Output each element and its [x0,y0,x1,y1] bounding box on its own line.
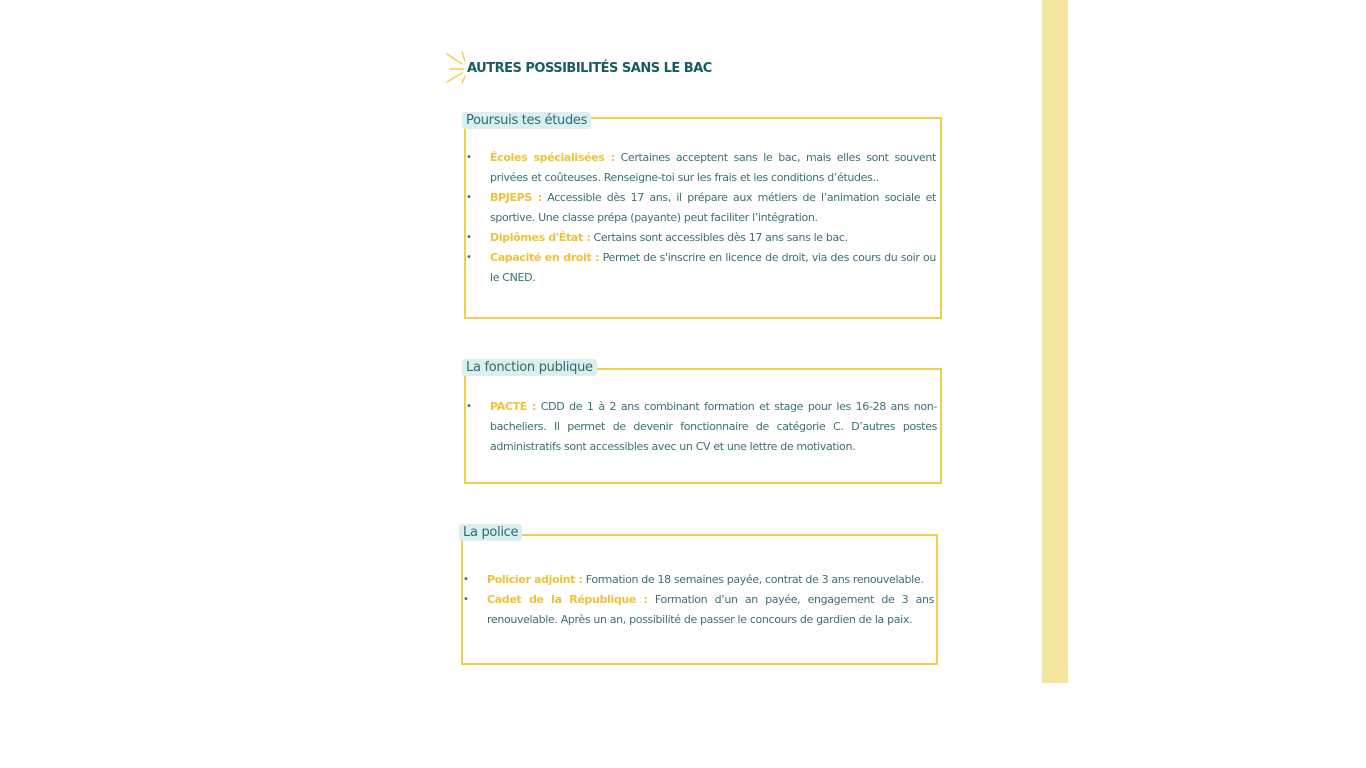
item-text: Permet de s'inscrire en licence de droit, via des cours du soir ou le CNED. [490,251,936,284]
section-label-police: La police [459,524,522,541]
item-term: Capacité en droit : [490,251,600,264]
item-text: Formation de 18 semaines payée, contrat de 3 ans renouvelable. [582,573,924,586]
item-text: Formation d’un an payée, engagement de 3 ans renouvelable. Après un an, possibilité de passer le concours de gardien de la paix. [487,593,934,626]
section-box-etudes [464,117,942,319]
section-box-police [461,534,938,665]
item-term: BPJEPS : [490,191,542,204]
section-box-fonction-publique [464,368,942,484]
item-term: Écoles spécialisées : [490,151,615,164]
section-label-fonction-publique: La fonction publique [462,359,597,376]
item-term: Policier adjoint : [487,573,583,586]
item-text: Certains sont accessibles dès 17 ans sans le bac. [590,231,848,244]
section-list [474,570,934,630]
list-item [477,248,936,288]
item-text: Certaines acceptent sans le bac, mais elles sont souvent privées et coûteuses. Renseigne-toi sur les frais et les conditions d’études.. [490,151,937,184]
decorative-side-bar [1042,0,1068,683]
page-title: AUTRES POSSIBILITÉS SANS LE BAC [467,61,712,76]
item-term: Cadet de la République : [487,593,648,606]
item-term: Diplômes d'État : [490,231,591,244]
item-term: PACTE : [490,400,537,413]
section-list [477,397,937,457]
list-item [477,397,937,457]
item-text: CDD de 1 à 2 ans combinant formation et stage pour les 16-28 ans non-bacheliers. Il permet de devenir fonctionnaire de catégorie C. D’autres postes administratifs sont accessibles avec un CV et une lettre de motivation. [490,400,937,453]
list-item [477,188,936,228]
list-item [477,228,936,248]
list-item [474,570,934,590]
section-list [477,148,936,288]
section-label-etudes: Poursuis tes études [462,112,591,129]
list-item [477,148,936,188]
list-item [474,590,934,630]
item-text: Accessible dès 17 ans, il prépare aux métiers de l’animation sociale et sportive. Une classe prépa (payante) peut faciliter l’intégration. [490,191,937,224]
